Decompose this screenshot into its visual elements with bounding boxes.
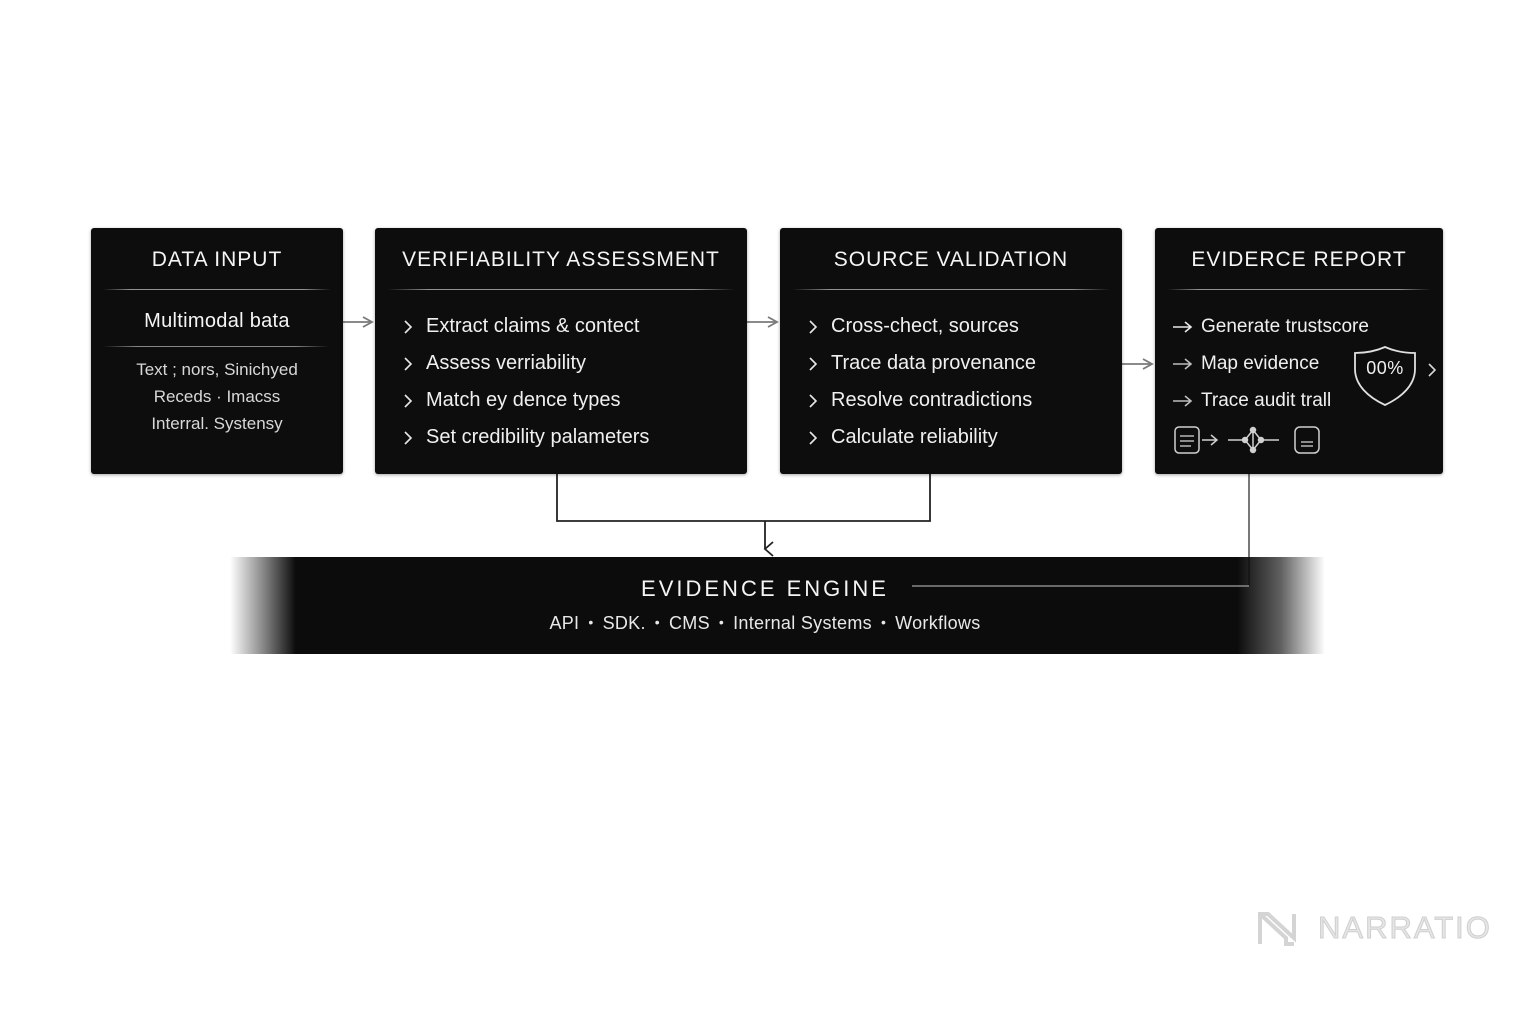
source-validation-card — [780, 228, 1122, 474]
chevron-right-icon — [804, 355, 822, 373]
trust-score-value: 00% — [1366, 358, 1404, 378]
arrow-right-icon — [1171, 319, 1195, 335]
chevron-right-icon — [804, 429, 822, 447]
source-validation-title: SOURCE VALIDATION — [833, 248, 1069, 271]
list-item-label: Assess verriability — [426, 352, 587, 374]
network-icon — [1228, 428, 1279, 453]
divider — [103, 289, 331, 290]
source-line: Text ; nors, Sinichyed — [136, 360, 298, 379]
list-item — [1171, 345, 1369, 382]
list-item — [804, 345, 1036, 382]
brand-name: NARRATIO — [1318, 910, 1492, 945]
database-icon — [1175, 427, 1199, 453]
list-item-label: Generate trustscore — [1201, 315, 1369, 337]
channel-label: Internal Systems — [733, 613, 872, 633]
channel-label: SDK. — [602, 613, 646, 633]
arrow-right-icon — [1202, 435, 1217, 445]
verifiability-title: VERIFIABILITY ASSESSMENT — [402, 248, 720, 271]
evidence-engine-band — [230, 557, 1325, 654]
divider — [387, 289, 735, 290]
trust-score-badge — [1352, 345, 1418, 407]
channel-label: Workflows — [895, 613, 981, 633]
brand-logo — [1256, 908, 1496, 948]
list-item — [804, 382, 1036, 419]
divider — [792, 289, 1110, 290]
list-item — [804, 419, 1036, 456]
chevron-right-icon — [804, 392, 822, 410]
source-line: Receds · Imacss — [153, 387, 281, 406]
verifiability-assessment-card — [375, 228, 747, 474]
list-item-label: Trace data provenance — [831, 352, 1036, 374]
chevron-right-icon — [399, 318, 417, 336]
list-item-label: Calculate reliability — [831, 426, 998, 448]
source-line: Interral. Systensy — [151, 414, 283, 433]
chevron-right-icon — [1425, 361, 1439, 379]
channel-label: API — [549, 613, 580, 633]
list-item — [399, 419, 649, 456]
chevron-right-icon — [804, 318, 822, 336]
list-item — [1171, 382, 1369, 419]
channel-label: CMS — [668, 613, 710, 633]
multimodal-data-label: Multimodal bata — [144, 310, 290, 332]
list-item-label: Set credibility palameters — [426, 426, 650, 448]
list-item — [1171, 308, 1369, 345]
list-item-label: Map evidence — [1201, 352, 1320, 374]
engine-channels: API • SDK. • CMS • Internal Systems • Workflows — [549, 613, 981, 633]
evidence-report-card — [1155, 228, 1443, 474]
arrow-right-icon — [1171, 356, 1195, 372]
divider — [1167, 289, 1431, 290]
list-item-label: Resolve contradictions — [831, 389, 1033, 411]
arrow-right-icon — [1171, 393, 1195, 409]
merge-bracket — [557, 474, 930, 521]
evidence-engine-title: EVIDENCE ENGINE — [641, 576, 889, 601]
data-input-card — [91, 228, 343, 474]
list-item-label: Extract claims & contect — [426, 315, 640, 337]
list-item — [399, 345, 649, 382]
list-item — [804, 308, 1036, 345]
logo-icon — [1256, 908, 1306, 948]
chevron-right-icon — [399, 392, 417, 410]
list-item-label: Trace audit trall — [1201, 389, 1332, 411]
evidence-report-title: EVIDERCE REPORT — [1191, 248, 1407, 271]
data-input-title: DATA INPUT — [151, 248, 283, 271]
divider — [103, 346, 329, 347]
pipeline-icons — [1173, 424, 1323, 458]
document-icon — [1295, 427, 1319, 453]
list-item-label: Cross-chect, sources — [831, 315, 1019, 337]
chevron-right-icon — [399, 355, 417, 373]
list-item — [399, 308, 649, 345]
list-item-label: Match ey dence types — [426, 389, 621, 411]
list-item — [399, 382, 649, 419]
chevron-right-icon — [399, 429, 417, 447]
